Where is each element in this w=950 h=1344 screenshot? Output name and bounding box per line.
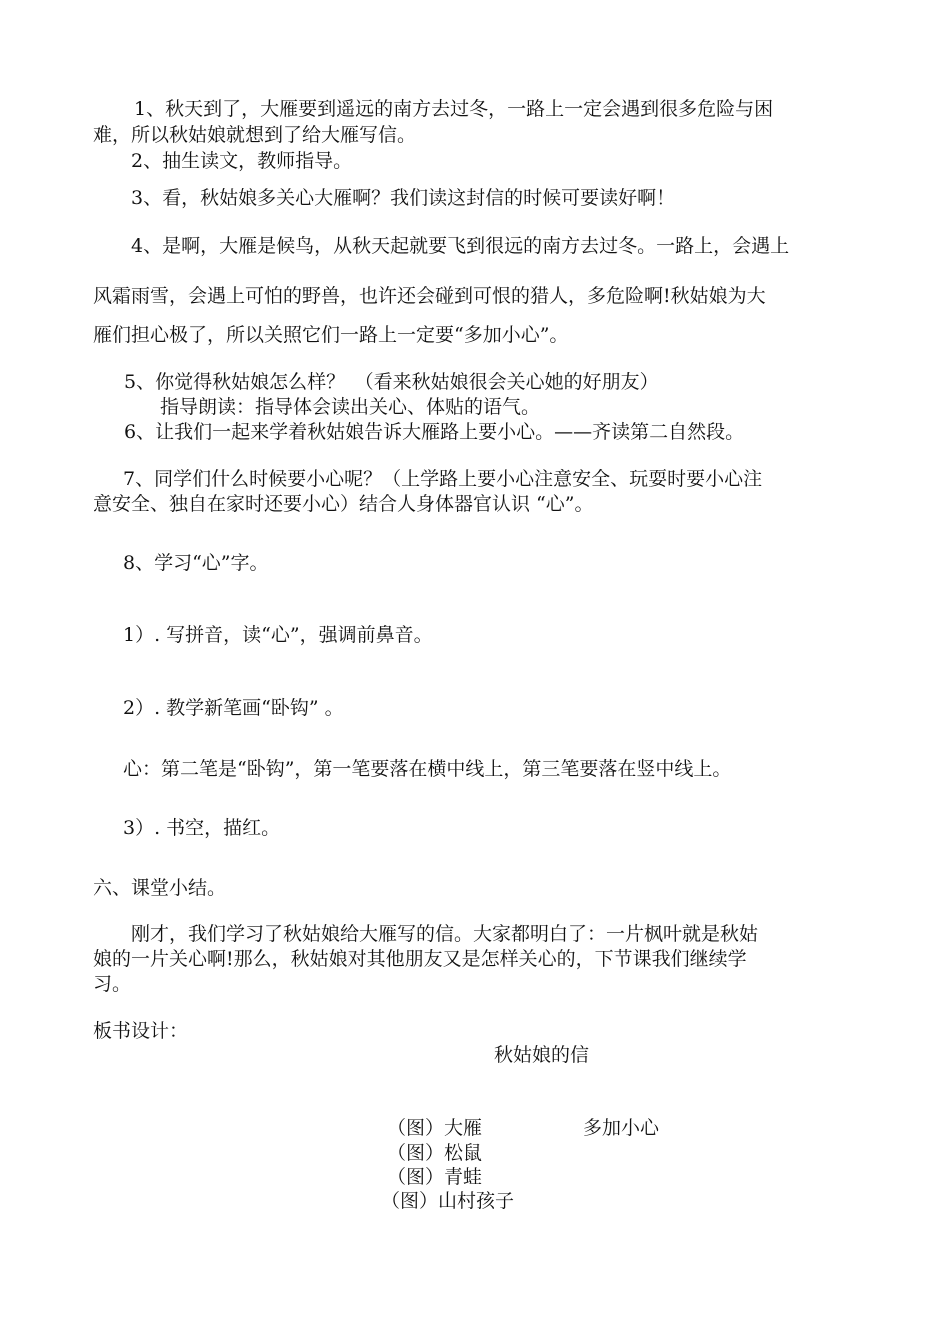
paragraph-8: 8、学习“心”字。	[123, 552, 269, 574]
paragraph-7-line-1: 7、同学们什么时候要小心呢？（上学路上要小心注意安全、玩耍时要小心注	[123, 468, 763, 490]
paragraph-5-line-2: 指导朗读：指导体会读出关心、体贴的语气。	[160, 396, 541, 418]
paragraph-1-line-1: 1、秋天到了，大雁要到遥远的南方去过冬，一路上一定会遇到很多危险与困	[134, 98, 774, 120]
paragraph-1-line-2: 难，所以秋姑娘就想到了给大雁写信。	[93, 124, 417, 146]
board-item-songshu: （图）松鼠	[387, 1142, 483, 1164]
section-six-heading: 六、课堂小结。	[93, 877, 227, 899]
paragraph-4-line-3: 雁们担心极了，所以关照它们一路上一定要“多加小心”。	[93, 324, 569, 346]
paragraph-3: 3、看，秋姑娘多关心大雁啊？我们读这封信的时候可要读好啊！	[131, 187, 676, 209]
xin-stroke-note: 心：第二笔是“卧钩”，第一笔要落在横中线上，第三笔要落在竖中线上。	[123, 758, 732, 780]
board-item-qingwa: （图）青蛙	[387, 1166, 483, 1188]
summary-line-2: 娘的一片关心啊!那么，秋姑娘对其他朋友又是怎样关心的，下节课我们继续学	[93, 948, 747, 970]
board-design-heading: 板书设计：	[93, 1020, 189, 1042]
summary-line-1: 刚才，我们学习了秋姑娘给大雁写的信。大家都明白了：一片枫叶就是秋姑	[131, 923, 759, 945]
paragraph-6: 6、让我们一起来学着秋姑娘告诉大雁路上要小心。——齐读第二自然段。	[124, 421, 745, 443]
board-item-dayan: （图）大雁	[387, 1117, 483, 1139]
sub-step-3: 3）. 书空，描红。	[123, 817, 281, 839]
summary-line-3: 习。	[93, 973, 132, 995]
paragraph-7-line-2: 意安全、独自在家时还要小心）结合人身体器官认识 “心”。	[93, 493, 594, 515]
sub-step-2: 2）. 教学新笔画“卧钩” 。	[123, 697, 344, 719]
board-note-duojia-xiaoxin: 多加小心	[583, 1117, 660, 1139]
paragraph-4-line-1: 4、是啊，大雁是候鸟，从秋天起就要飞到很远的南方去过冬。一路上，会遇上	[131, 235, 790, 257]
paragraph-5-line-1: 5、你觉得秋姑娘怎么样？ （看来秋姑娘很会关心她的好朋友）	[124, 371, 659, 393]
board-title: 秋姑娘的信	[494, 1044, 590, 1066]
paragraph-2: 2、抽生读文，教师指导。	[131, 150, 353, 172]
paragraph-4-line-2: 风霜雨雪，会遇上可怕的野兽，也许还会碰到可恨的猎人，多危险啊!秋姑娘为大	[93, 285, 766, 307]
board-item-shancun-haizi: （图）山村孩子	[381, 1190, 515, 1212]
sub-step-1: 1）. 写拼音，读“心”，强调前鼻音。	[123, 624, 433, 646]
